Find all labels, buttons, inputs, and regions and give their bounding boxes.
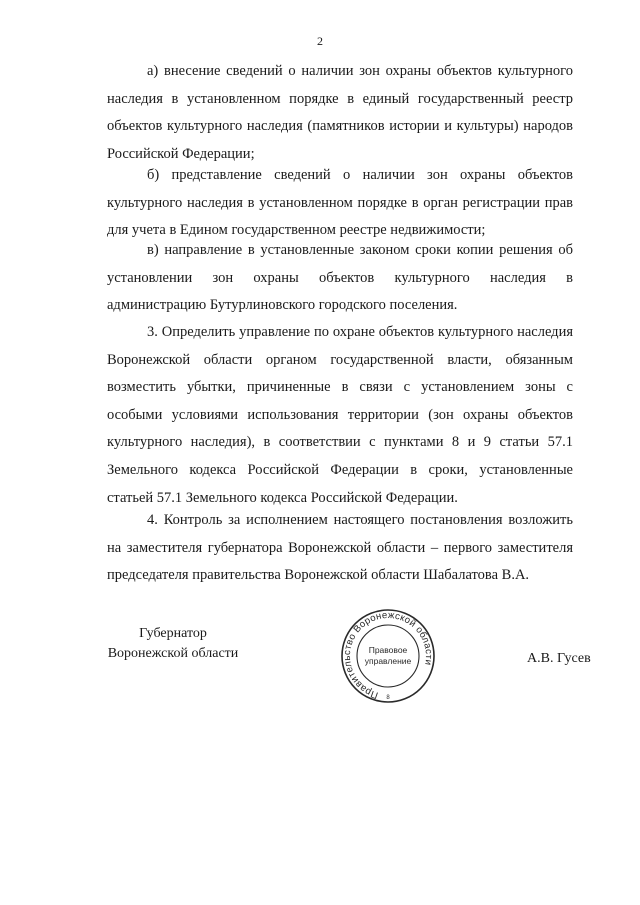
stamp-inner-line2: управление xyxy=(364,656,412,666)
stamp-inner-line1: Правовое xyxy=(368,645,408,655)
paragraph-4: 4. Контроль за исполнением настоящего постановления возложить на заместителя губернатора Воронежской области – первого заместителя председателя правительства Воронежской области Шабалатова В.А. xyxy=(107,512,573,584)
stamp-outer-text: Правительство Воронежской области xyxy=(341,609,435,701)
paragraph-a: а) внесение сведений о наличии зон охраны объектов культурного наследия в установленном порядке в единый государственный реестр объектов культурного наследия (памятников истории и культуры) народов Российской Федерации; xyxy=(107,63,573,162)
signature-name: А.В. Гусев xyxy=(527,651,591,666)
stamp-bottom-mark: 8 xyxy=(386,695,390,701)
page-number: 2 xyxy=(317,34,323,48)
paragraph-3: 3. Определить управление по охране объектов культурного наследия Воронежской области органом государственной власти, обязанным возместить убытки, причиненные в связи с установлением зоны с особыми условиями использования территории (зон охраны объектов культурного наследия), в соответствии с пунктами 8 и 9 статьи 57.1 Земельного кодекса Российской Федерации в сроки, установленные статьей 57.1 Земельного кодекса Российской Федерации. xyxy=(107,324,573,506)
paragraph-c: в) направление в установленные законом сроки копии решения об установлении зон охраны объектов культурного наследия в администрацию Бутурлиновского городского поселения. xyxy=(107,242,573,314)
paragraph-b: б) представление сведений о наличии зон охраны объектов культурного наследия в установленном порядке в орган регистрации прав для учета в Едином государственном реестре недвижимости; xyxy=(107,167,573,239)
signature-title xyxy=(103,624,243,664)
signature-title-line1: Губернатор xyxy=(139,626,207,641)
official-stamp xyxy=(338,604,438,708)
signature-title-line2: Воронежской области xyxy=(107,646,239,661)
